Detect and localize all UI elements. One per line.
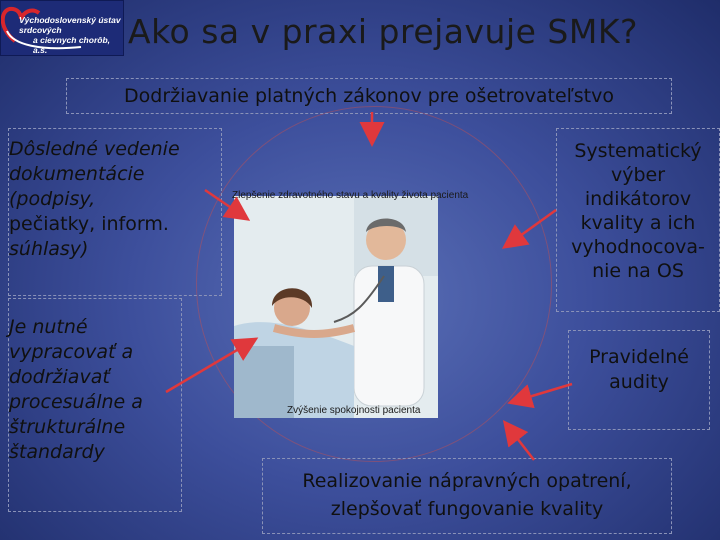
circle-bottom-label: Zvýšenie spokojnosti pacienta xyxy=(287,405,421,416)
arrow-right-1 xyxy=(506,210,556,246)
arrow-left-2 xyxy=(166,340,254,392)
law-compliance-box: Dodržiavanie platných zákonov pre ošetrovateľstvo xyxy=(66,78,672,114)
standards-line: dodržiavať xyxy=(9,366,110,388)
standards-line: vypracovať a xyxy=(9,341,134,363)
standards-line: Je nutné xyxy=(9,316,88,338)
logo-line-2: a cievnych chorôb, a.s. xyxy=(33,35,110,55)
corrective-line: zlepšovať fungovanie kvality xyxy=(330,498,604,520)
documentation-line: pečiatky, inform. xyxy=(9,213,169,235)
standards-line: štrukturálne xyxy=(9,416,126,438)
arrow-left-1 xyxy=(205,190,246,218)
corrective-line: Realizovanie nápravných opatrení, xyxy=(302,470,632,492)
indicators-line: Systematický xyxy=(574,140,702,162)
documentation-line: (podpisy, xyxy=(9,188,96,210)
indicators-line: vyhodnocova- xyxy=(571,236,705,258)
audits-line: Pravidelné xyxy=(589,346,689,368)
arrow-right-2 xyxy=(512,384,572,402)
arrow-bottom xyxy=(506,424,534,460)
indicators-line: kvality a ich xyxy=(580,212,696,234)
standards-line: štandardy xyxy=(9,441,105,463)
documentation-line: dokumentácie xyxy=(9,163,145,185)
page-title: Ako sa v praxi prejavuje SMK? xyxy=(128,12,638,51)
logo-line-1: Východoslovenský ústav srdcových xyxy=(19,15,121,35)
indicators-line: výber xyxy=(610,164,666,186)
documentation-line: Dôsledné vedenie xyxy=(9,138,180,160)
indicators-line: indikátorov xyxy=(584,188,692,210)
circle-top-label: Zlepšenie zdravotného stavu a kvality života pacienta xyxy=(232,190,469,201)
audits-line: audity xyxy=(609,371,669,393)
standards-line: procesuálne a xyxy=(9,391,143,413)
documentation-line: súhlasy) xyxy=(9,238,89,260)
indicators-line: nie na OS xyxy=(592,260,684,282)
